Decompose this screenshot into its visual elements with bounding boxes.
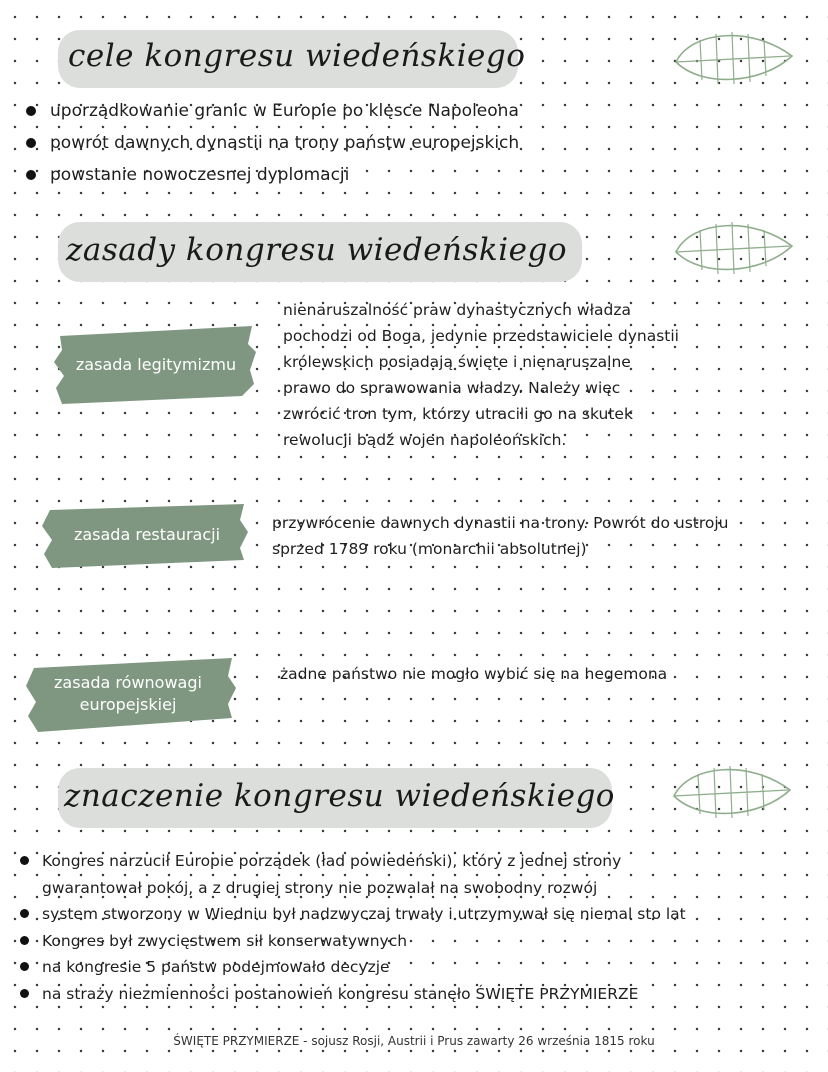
rule-description-restoration — [272, 510, 729, 562]
list-item-continuation — [16, 875, 686, 902]
list-item-text: gwarantował pokój, a z drugiej strony nie pozwalał na swobodny rozwój — [42, 878, 598, 897]
rule-description-legitimism — [283, 297, 679, 453]
list-item-text: na kongresie 5 państw podejmowało decyzje — [42, 958, 390, 976]
rule-line: nienaruszalność praw dynastycznych władza — [283, 301, 631, 319]
list-item-text: uporządkowanie granic w Europie po klęsce Napoleona — [50, 101, 519, 121]
bullet-icon — [20, 962, 29, 971]
rule-line: żadne państwo nie mogło wybić się na hegemona — [280, 665, 668, 683]
rule-line: rewolucji bądź wojen napoleońskich. — [283, 431, 567, 449]
list-item-text: na straży niezmienności postanowień kongresu stanęło ŚWIĘTE PRZYMIERZE — [42, 984, 639, 1003]
list-item — [16, 848, 686, 875]
list-item-text: powrót dawnych dynastii na trony państw europejskich — [50, 133, 520, 153]
rule-line: przywrócenie dawnych dynastii na trony. Powrót do ustroju — [272, 514, 729, 532]
leaf-icon — [670, 756, 796, 828]
rule-label-restoration: zasada restauracji — [73, 525, 221, 544]
goals-list — [20, 95, 519, 191]
bullet-icon — [26, 138, 36, 148]
footnote: ŚWIĘTE PRZYMIERZE - sojusz Rosji, Austrii i Prus zawarty 26 września 1815 roku — [173, 1034, 655, 1048]
leaf-icon — [672, 212, 798, 284]
rule-line: królewskich posiadają święte i nienaruszalne — [283, 353, 631, 371]
heading-principles: zasady kongresu wiedeńskiego — [66, 232, 567, 268]
list-item — [16, 928, 686, 955]
bullet-icon — [26, 106, 36, 116]
list-item-text: Kongres narzucił Europie porządek (ład powiedeński), który z jednej strony — [42, 852, 622, 870]
list-item-text: Kongres był zwycięstwem sił konserwatywnych — [42, 931, 408, 950]
rule-line: pochodzi od Boga, jedynie przedstawiciele dynastii — [283, 327, 679, 345]
bullet-icon — [20, 909, 29, 918]
bullet-icon — [26, 170, 36, 180]
list-item — [16, 981, 686, 1008]
rule-label-line: zasada równowagi — [54, 673, 202, 692]
list-item — [16, 901, 686, 928]
heading-goals: cele kongresu wiedeńskiego — [68, 38, 526, 74]
leaf-icon — [672, 22, 798, 94]
rule-description-balance — [280, 661, 667, 687]
list-item — [16, 954, 686, 981]
rule-label-legitimism: zasada legitymizmu — [75, 355, 237, 374]
list-item-text: powstanie nowoczesnej dyplomacji — [50, 165, 350, 185]
significance-list — [16, 848, 686, 1007]
list-item — [20, 127, 519, 159]
bullet-icon — [20, 989, 29, 998]
heading-significance: znaczenie kongresu wiedeńskiego — [64, 778, 615, 814]
rule-line: sprzed 1789 roku (monarchii absolutnej) — [272, 540, 587, 558]
rule-line: prawo do sprawowania władzy. Należy więc — [283, 379, 621, 397]
list-item — [20, 159, 519, 191]
list-item-text: system stworzony w Wiedniu był nadzwyczaj trwały i utrzymywał się niemal sto lat — [42, 905, 686, 923]
bullet-icon — [20, 856, 29, 865]
bullet-icon — [20, 936, 29, 945]
rule-label-balance — [28, 672, 228, 716]
rule-label-line: europejskiej — [79, 695, 177, 714]
list-item — [20, 95, 519, 127]
rule-line: zwrócić tron tym, którzy utracili go na skutek — [283, 405, 633, 423]
